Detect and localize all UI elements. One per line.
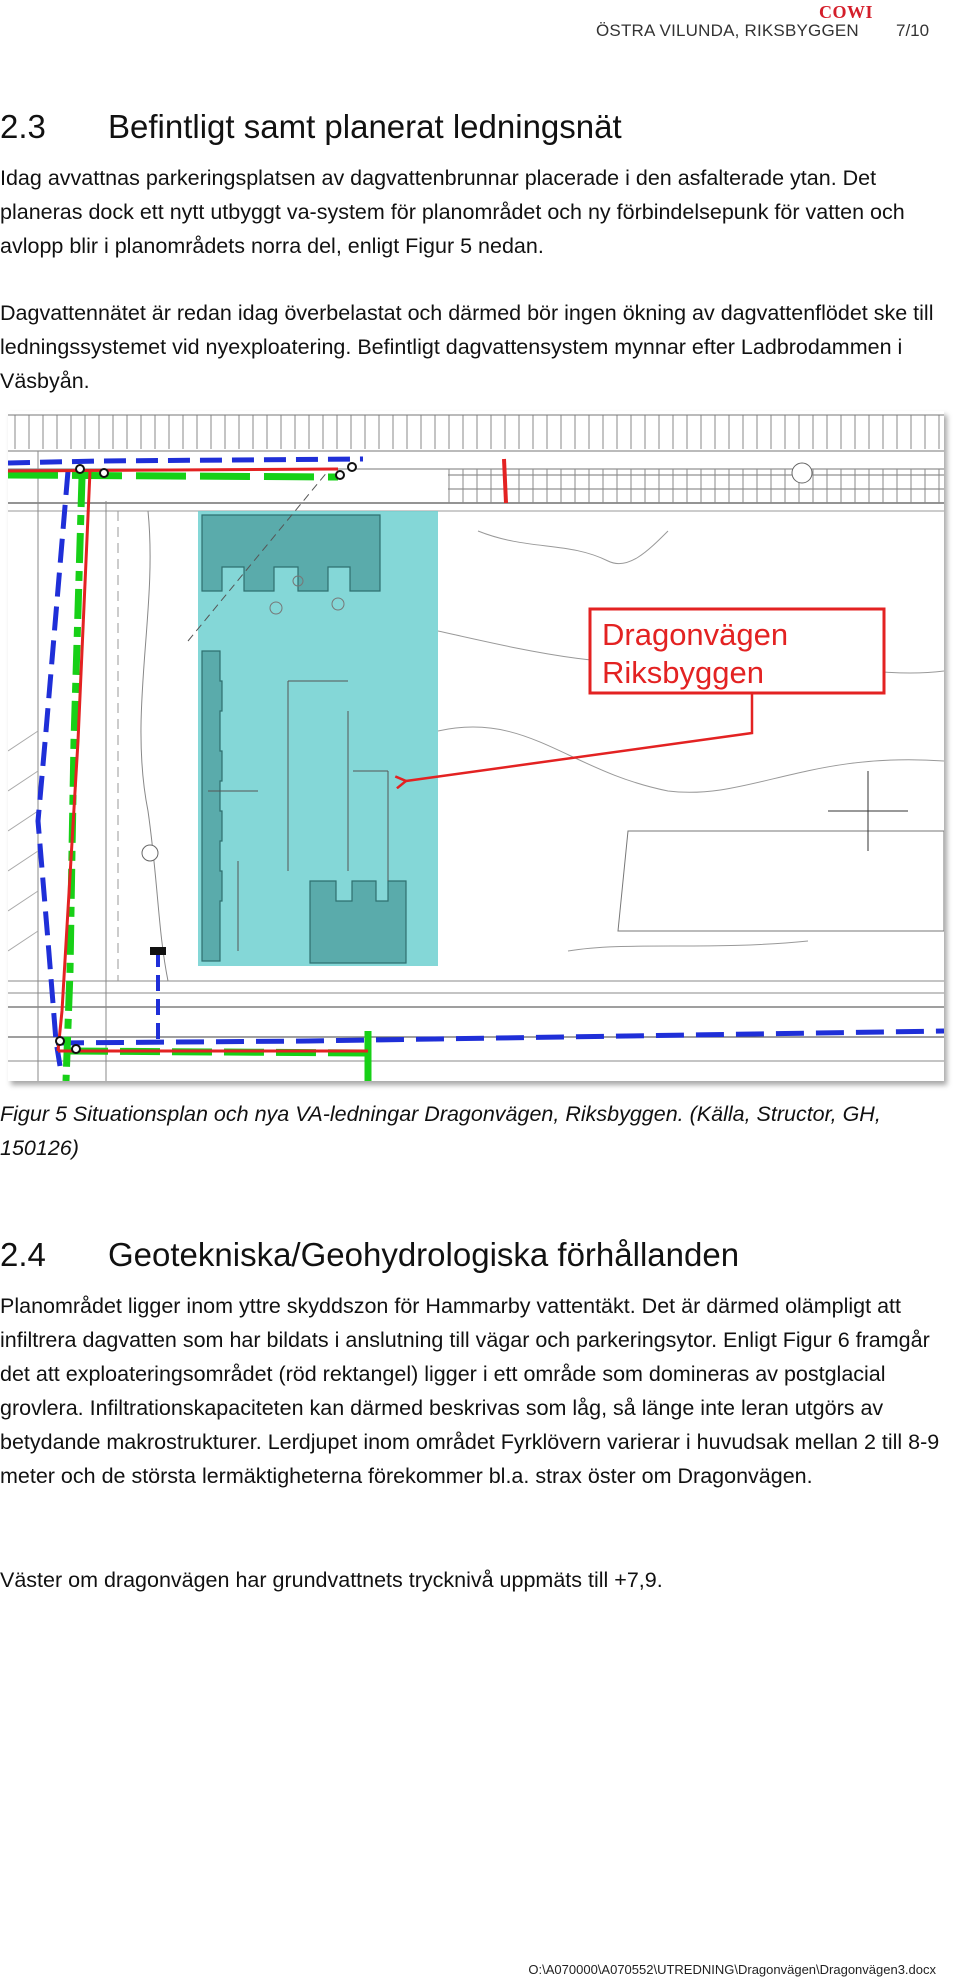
building-west: [202, 651, 222, 961]
footer-file-path: O:\A070000\A070552\UTREDNING\Dragonvägen\Dragonvägen3.docx: [528, 1962, 936, 1977]
section-2-4-heading: [0, 1236, 739, 1274]
connection-point: [150, 947, 166, 955]
figure-5-caption: Figur 5 Situationsplan och nya VA-ledningar Dragonvägen, Riksbyggen. (Källa, Structor, GH, 150126): [0, 1102, 881, 1160]
storm-stub: [504, 459, 506, 503]
cowi-logo: COWI: [819, 2, 874, 22]
section-2-4-number: 2.4: [0, 1236, 46, 1273]
storm-line-north: [8, 469, 338, 471]
sewer-line-north: [8, 475, 338, 477]
site-plan-map: [8, 411, 944, 1081]
section-2-3-paragraph-1: Idag avvattnas parkeringsplatsen av dagvattenbrunnar placerade i den asfalterade ytan. Det planeras dock ett nytt utbyggt va-system för planområdet och ny förbindelsepunk för vatten och avlopp blir i planområdets norra del, enligt Figur 5 nedan.: [0, 166, 905, 258]
section-2-3-title: Befintligt samt planerat ledningsnät: [108, 108, 622, 145]
section-2-4-paragraph-2: Väster om dragonvägen har grundvattnets trycknivå uppmäts till +7,9.: [0, 1568, 663, 1592]
site-label-line-2: Riksbyggen: [602, 655, 764, 690]
figure-5-site-plan: [8, 411, 944, 1081]
site-label-line-1: Dragonvägen: [602, 617, 789, 652]
section-2-4-paragraph-1: Planområdet ligger inom yttre skyddszon för Hammarby vattentäkt. Det är därmed olämpligt att infiltrera dagvatten som har bildats i anslutning till vägar och parkeringsytor. Enligt Figur 6 framgår det att exploateringsområdet (röd rektangel) ligger i ett område som domineras av postglacial grovlera. Infiltrationskapaciteten kan därmed beskrivas som låg, så länge inte leran utgörs av betydande makrostrukturer. Lerdjupet inom området Fyrklövern varierar i huvudsak mellan 2 till 8-9 meter och de största lermäktigheterna förekommer bl.a. strax öster om Dragonvägen.: [0, 1294, 940, 1488]
running-header-title: ÖSTRA VILUNDA, RIKSBYGGEN: [596, 21, 859, 40]
section-2-4-title: Geotekniska/Geohydrologiska förhållanden: [108, 1236, 740, 1273]
section-2-3-paragraph-2: Dagvattennätet är redan idag överbelastat och därmed bör ingen ökning av dagvattenflödet ske till ledningssystemet vid nyexploatering. Befintligt dagvattensystem mynnar efter Ladbrodammen i Väsbyån.: [0, 301, 934, 393]
building-south: [310, 881, 406, 963]
section-2-3-heading: [0, 108, 622, 146]
section-2-3-number: 2.3: [0, 108, 46, 145]
page-number: 7/10: [896, 21, 930, 40]
